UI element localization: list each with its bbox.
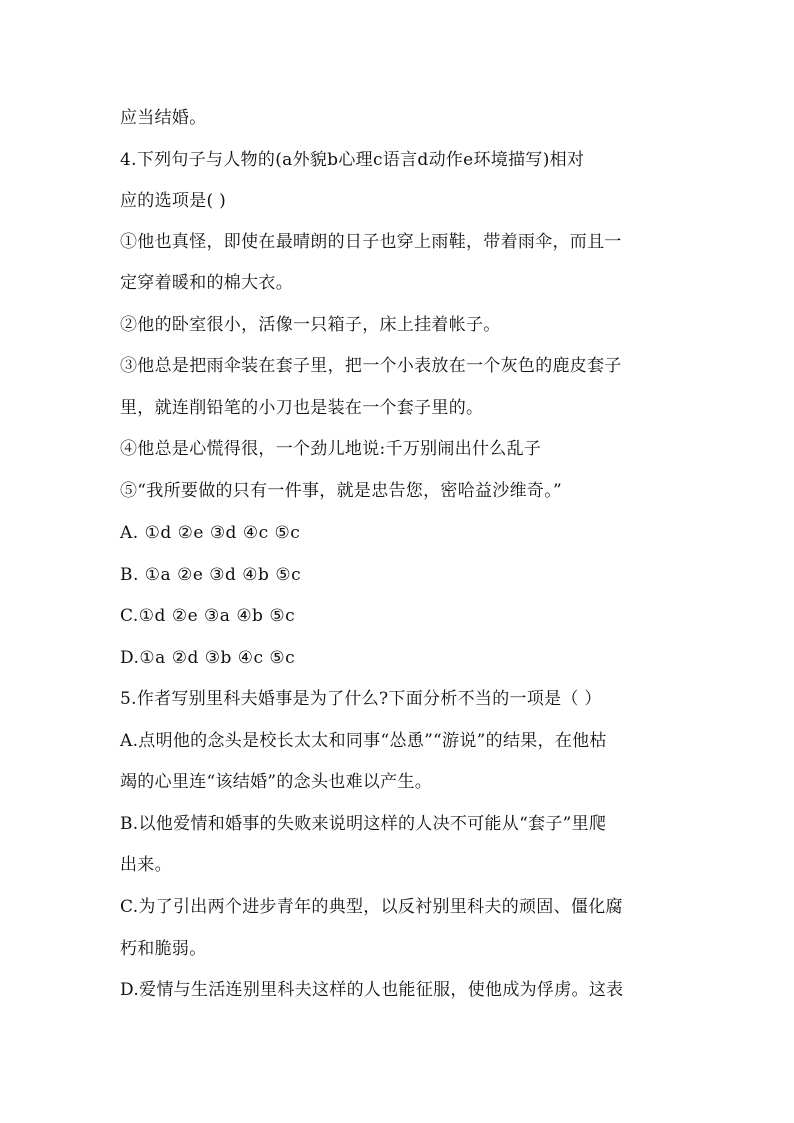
q4-option-c: C.①d ②e ③a ④b ⑤c xyxy=(120,606,296,626)
q5-option-a-continued: 竭的心里连“该结婚”的念头也难以产生。 xyxy=(120,772,433,792)
q5-option-c-continued: 朽和脆弱。 xyxy=(120,939,207,959)
question-4-stem-continued: 应的选项是( ) xyxy=(120,191,227,211)
q4-option-a: A. ①d ②e ③d ④c ⑤c xyxy=(120,523,301,543)
sentence-1: ①他也真怪，即使在最晴朗的日子也穿上雨鞋，带着雨伞，而且一 xyxy=(120,232,622,252)
question-4-stem: 4.下列句子与人物的(a外貌b心理c语言d动作e环境描写)相对 xyxy=(120,150,585,170)
q5-option-b: B.以他爱情和婚事的失败来说明这样的人决不可能从“套子”里爬 xyxy=(120,814,607,834)
text-line-continuation: 应当结婚。 xyxy=(120,108,207,128)
sentence-2: ②他的卧室很小，活像一只箱子，床上挂着帐子。 xyxy=(120,315,501,335)
q5-option-c: C.为了引出两个进步青年的典型，以反衬别里科夫的顽固、僵化腐 xyxy=(120,897,623,917)
sentence-4: ④他总是心慌得很，一个劲儿地说:千万别闹出什么乱子 xyxy=(120,439,542,459)
q4-option-b: B. ①a ②e ③d ④b ⑤c xyxy=(120,565,302,585)
sentence-5: ⑤“我所要做的只有一件事，就是忠告您，密哈益沙维奇。” xyxy=(120,481,562,501)
q4-option-d: D.①a ②d ③b ④c ⑤c xyxy=(120,648,296,668)
question-5-stem: 5.作者写别里科夫婚事是为了什么?下面分析不当的一项是（ ） xyxy=(120,689,602,709)
sentence-1-continued: 定穿着暖和的棉大衣。 xyxy=(120,273,293,293)
q5-option-d: D.爱情与生活连别里科夫这样的人也能征服，使他成为俘虏。这表 xyxy=(120,980,624,1000)
sentence-3-continued: 里，就连削铅笔的小刀也是装在一个套子里的。 xyxy=(120,398,484,418)
sentence-3: ③他总是把雨伞装在套子里，把一个小表放在一个灰色的鹿皮套子 xyxy=(120,356,622,376)
q5-option-b-continued: 出来。 xyxy=(120,855,172,875)
q5-option-a: A.点明他的念头是校长太太和同事“怂恿”“游说”的结果，在他枯 xyxy=(120,731,607,751)
